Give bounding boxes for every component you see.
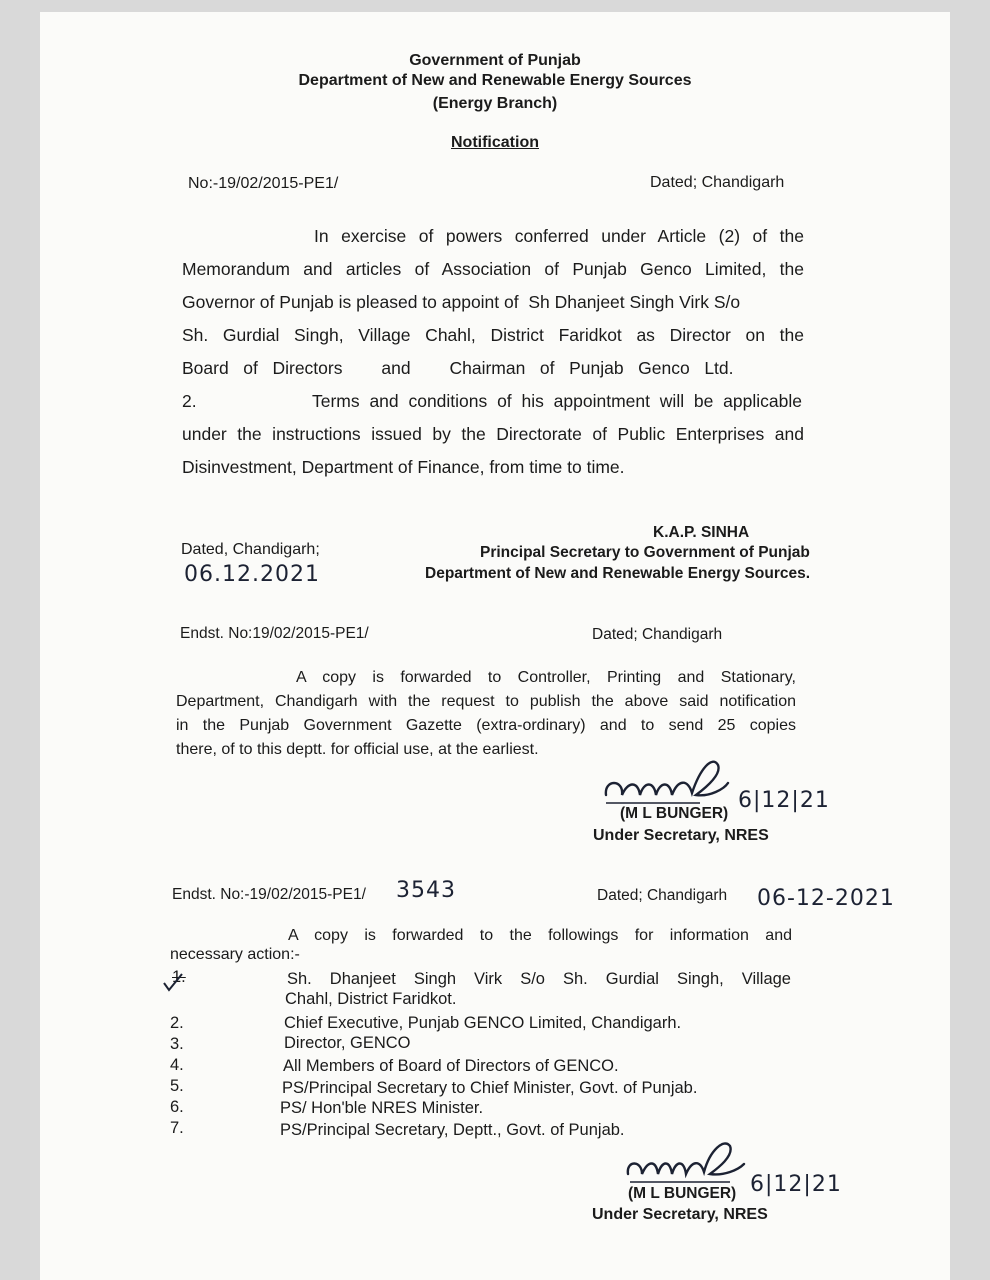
list-item-text: Chahl, District Faridkot. <box>285 990 457 1008</box>
endorsement-line: A copy is forwarded to Controller, Printing and Stationary, <box>296 669 796 686</box>
handwritten-date: 6|12|21 <box>750 1172 842 1197</box>
handwritten-date: 06.12.2021 <box>184 562 320 587</box>
body-line: In exercise of powers conferred under Article (2) of the <box>314 226 804 246</box>
list-number: 2. <box>170 1014 184 1032</box>
list-number: 1. <box>172 968 186 986</box>
body-line: under the instructions issued by the Directorate of Public Enterprises and <box>182 424 804 444</box>
endorsement-number: Endst. No:-19/02/2015-PE1/ <box>172 886 366 903</box>
endorsement-number: Endst. No:19/02/2015-PE1/ <box>180 625 369 642</box>
signature-scribble <box>620 1130 750 1186</box>
signature-dated: Dated, Chandigarh; <box>181 541 320 558</box>
document-page <box>40 12 950 1280</box>
list-number: 4. <box>170 1056 184 1074</box>
body-paragraph-2 <box>182 391 804 491</box>
signatory-designation: Principal Secretary to Government of Punjab <box>480 544 810 561</box>
handwritten-endorsement-number: 3543 <box>396 878 456 903</box>
body-line: Sh. Gurdial Singh, Village Chahl, District Faridkot as Director on the <box>182 325 804 345</box>
branch-heading: (Energy Branch) <box>432 95 558 112</box>
distribution-list <box>170 968 800 1148</box>
signatory-name: (M L BUNGER) <box>620 805 729 822</box>
list-item-text: PS/Principal Secretary to Chief Minister, Govt. of Punjab. <box>282 1079 698 1097</box>
signature-scribble <box>600 749 730 807</box>
signatory-name: (M L BUNGER) <box>628 1185 737 1202</box>
endorsement-line: in the Punjab Government Gazette (extra-ordinary) and to send 25 copies <box>176 717 796 734</box>
list-item-text: All Members of Board of Directors of GENCO. <box>283 1057 619 1075</box>
signatory-name: K.A.P. SINHA <box>653 524 750 541</box>
handwritten-date: 6|12|21 <box>738 788 830 813</box>
distribution-intro: necessary action:- <box>170 946 300 963</box>
department-heading: Department of New and Renewable Energy Sources <box>298 72 692 89</box>
list-item-text: Chief Executive, Punjab GENCO Limited, Chandigarh. <box>284 1014 682 1032</box>
list-number: 7. <box>170 1119 184 1137</box>
signatory-department: Department of New and Renewable Energy Sources. <box>425 565 811 582</box>
list-number: 3. <box>170 1035 184 1053</box>
handwritten-date: 06-12-2021 <box>757 886 895 911</box>
body-line: Memorandum and articles of Association of Punjab Genco Limited, the <box>182 259 804 279</box>
list-number: 6. <box>170 1098 184 1116</box>
distribution-intro: A copy is forwarded to the followings for information and <box>288 927 792 944</box>
list-item-text: PS/Principal Secretary, Deptt., Govt. of Punjab. <box>280 1121 625 1139</box>
govt-heading: Government of Punjab <box>409 52 581 69</box>
endorsement-line: there, of to this deptt. for official use, at the earliest. <box>176 741 539 758</box>
endorsement-line: Department, Chandigarh with the request to publish the above said notification <box>176 693 796 710</box>
body-line: Governor of Punjab is pleased to appoint of Sh Dhanjeet Singh Virk S/o <box>182 292 741 312</box>
notification-dated: Dated; Chandigarh <box>650 174 785 191</box>
list-number: 5. <box>170 1077 184 1095</box>
body-paragraph-1 <box>182 226 804 386</box>
signatory-designation: Under Secretary, NRES <box>593 827 769 844</box>
list-item-text: Sh. Dhanjeet Singh Virk S/o Sh. Gurdial Singh, Village <box>287 970 791 988</box>
paragraph-number: 2. <box>182 391 197 411</box>
signatory-designation: Under Secretary, NRES <box>592 1206 768 1223</box>
notification-title: Notification <box>451 134 539 151</box>
list-item-text: PS/ Hon'ble NRES Minister. <box>280 1099 484 1117</box>
body-line: Board of Directors and Chairman of Punjab Genco Ltd. <box>182 358 734 378</box>
body-line: Disinvestment, Department of Finance, from time to time. <box>182 457 625 477</box>
tick-mark-icon <box>162 971 184 993</box>
notification-number: No:-19/02/2015-PE1/ <box>188 175 339 192</box>
endorsement-dated: Dated; Chandigarh <box>592 626 723 643</box>
body-line: Terms and conditions of his appointment will be applicable <box>312 391 802 411</box>
endorsement-dated: Dated; Chandigarh <box>597 887 728 904</box>
list-item-text: Director, GENCO <box>284 1034 411 1052</box>
